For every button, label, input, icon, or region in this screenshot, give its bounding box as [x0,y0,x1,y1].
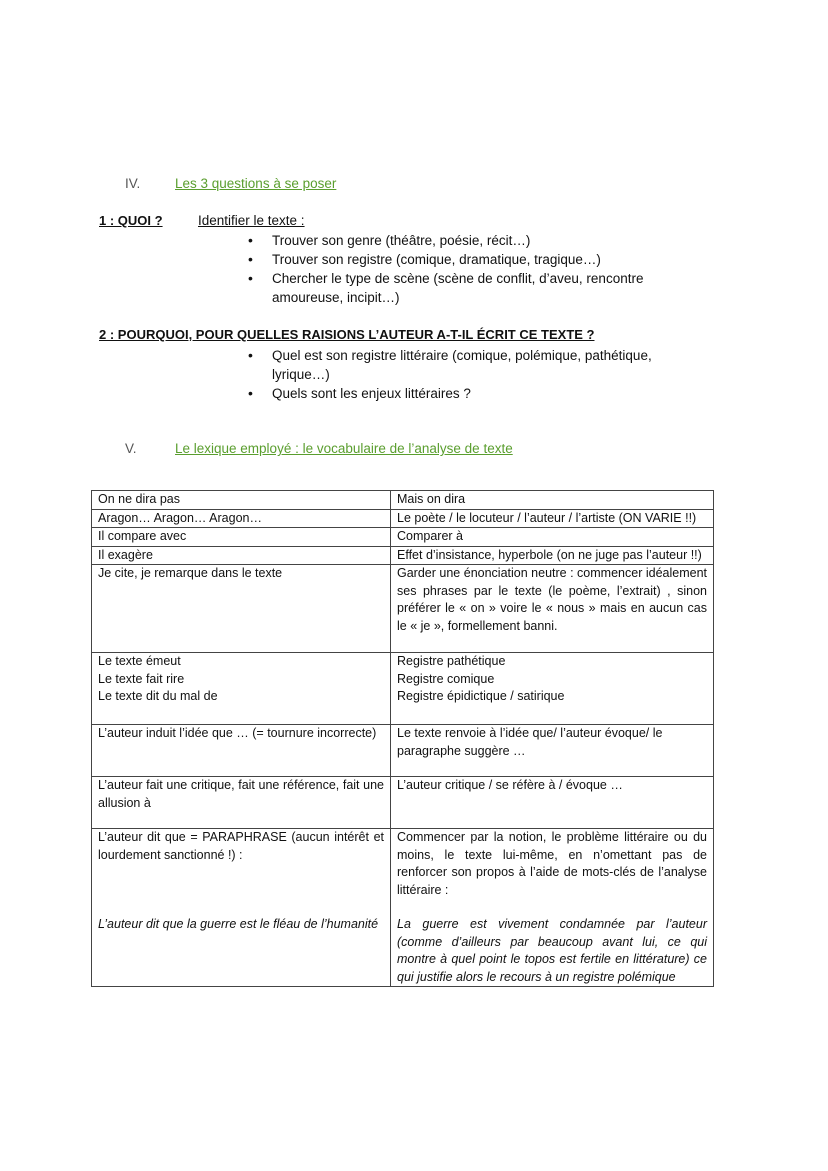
list-item: • Quels sont les enjeux littéraires ? [248,384,688,403]
list-item: • Trouver son genre (théâtre, poésie, récit…) [248,231,688,250]
question-1-bullets [248,231,688,307]
table-row [92,565,714,653]
question-1-subtitle: Identifier le texte : [198,213,305,228]
cell-right: Comparer à [391,528,714,547]
table-row [92,777,714,829]
cell-left: Il exagère [92,546,391,565]
cell-line: Le texte fait rire [98,671,185,686]
cell-right: Effet d’insistance, hyperbole (on ne juge pas l’auteur !!) [391,546,714,565]
cell-right: Le texte renvoie à l’idée que/ l’auteur évoque/ le paragraphe suggère … [391,725,714,777]
section-4-number: IV. [125,176,141,191]
cell-left: L’auteur induit l’idée que … (= tournure incorrecte) [92,725,391,777]
cell-line: Le texte dit du mal de [98,689,218,703]
cell-example: La guerre est vivement condamnée par l’auteur (comme d’ailleurs par beaucoup avant lui, ce qui montre à quel point le topos est fertile en littérature) ce qui justifie alors le recours à un registre polémique [397,917,707,984]
cell-text: L’auteur dit que = PARAPHRASE (aucun intérêt et lourdement sanctionné !) : [98,830,384,862]
question-2-label: 2 : POURQUOI, POUR QUELLES RAISIONS L’AUTEUR A-T-IL ÉCRIT CE TEXTE ? [99,327,595,342]
table-row [92,829,714,987]
cell-left: Il compare avec [92,528,391,547]
cell-right: Garder une énonciation neutre : commencer idéalement ses phrases par le texte (le poème, l’extrait) , sinon préférer le « on » voire le « nous » mais en aucun cas le « je », formellement banni. [391,565,714,653]
cell-left: Je cite, je remarque dans le texte [92,565,391,653]
cell-line: Registre comique [397,671,495,686]
list-item: • Chercher le type de scène (scène de conflit, d’aveu, rencontre amoureuse, incipit…) [248,269,688,307]
table-row [92,528,714,547]
header-right: Mais on dira [391,491,714,510]
cell-left [92,829,391,987]
list-item: • Quel est son registre littéraire (comique, polémique, pathétique, lyrique…) [248,346,688,384]
table-row [92,725,714,777]
table-row [92,653,714,725]
question-2-bullets [248,346,688,403]
cell-left: Aragon… Aragon… Aragon… [92,509,391,528]
cell-right [391,653,714,725]
cell-right [391,829,714,987]
vocabulary-table [91,490,714,987]
list-item: • Trouver son registre (comique, dramatique, tragique…) [248,250,688,269]
section-4-title: Les 3 questions à se poser [175,176,337,191]
cell-line: Le texte émeut [98,654,181,668]
cell-example: L’auteur dit que la guerre est le fléau de l’humanité [98,917,379,931]
section-5-number: V. [125,441,137,456]
table-row [92,546,714,565]
table-row [92,509,714,528]
cell-left [92,653,391,725]
cell-line: Registre épidictique / satirique [397,689,565,703]
table-header-row [92,491,714,510]
header-left: On ne dira pas [92,491,391,510]
section-5-title: Le lexique employé : le vocabulaire de l’analyse de texte [175,441,513,456]
cell-left: L’auteur fait une critique, fait une référence, fait une allusion à [92,777,391,829]
question-1-label: 1 : QUOI ? [99,213,163,228]
cell-text: Commencer par la notion, le problème littéraire ou du moins, le texte lui-même, en n’omettant pas de renforcer son propos à l’aide de mots-clés de l’analyse littéraire : [397,830,707,897]
cell-right: Le poète / le locuteur / l’auteur / l’artiste (ON VARIE !!) [391,509,714,528]
cell-line: Registre pathétique [397,654,506,668]
cell-right: L’auteur critique / se réfère à / évoque … [391,777,714,829]
